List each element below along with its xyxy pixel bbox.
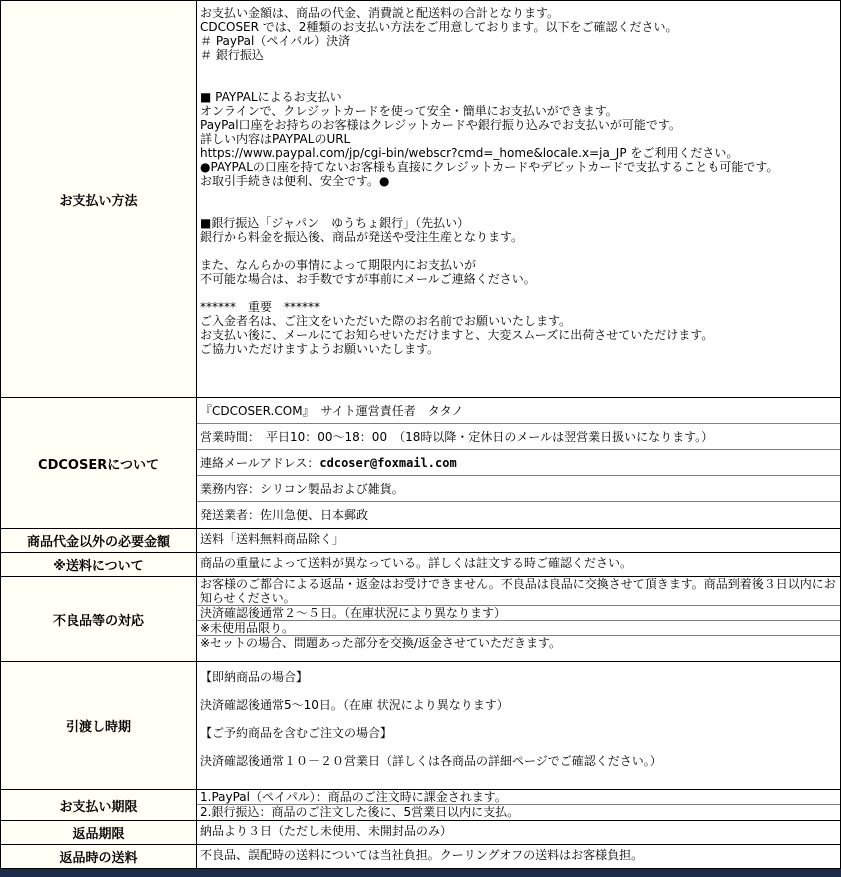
row-label-defects [1, 577, 197, 661]
text-line [197, 76, 840, 90]
text-line [197, 188, 840, 202]
defects-content [197, 577, 840, 661]
text-line [197, 286, 840, 300]
text-line: また、なんらかの事情によって期限内にお支払いが [200, 258, 477, 272]
row-label-text: 商品代金以外の必要金額 [26, 535, 170, 550]
subrow-text: ※セットの場合、問題あった部分を交換/返金させていただきます。 [200, 636, 562, 650]
text-line: 決済確認後通常5～10日。（在庫 状況により異なります） [200, 698, 509, 712]
row-label-text: 返品時の送料 [59, 851, 138, 866]
text-line: ご協力いただけますようお願いいたします。 [200, 342, 440, 356]
extra-fees-text: 送料「送料無料商品除く」 [200, 532, 345, 546]
text-line: お支払い金額は、商品の代金、消費説と配送料の合計となります。 [200, 6, 560, 20]
text-line: PayPal口座をお持ちのお客様はクレジットカードや銀行振り込みでお支払いが可能です。 [200, 118, 681, 132]
text-line: CDCOSER では、2種類のお支払い方法をご用意しております。以下をご確認ください。 [200, 20, 678, 34]
row-label-text: CDCOSERについて [38, 457, 159, 473]
subrow-text: 1.PayPal（ペイパル）：商品のご注文時に課金されます。 [197, 790, 840, 805]
text-line: ＃ PayPal（ペイパル）決済 [200, 34, 351, 48]
text-line: ●PAYPALの口座を持てないお客様も直接にクレジットカードやデビットカードで支払することも可能です。 [200, 160, 779, 174]
text-line: https://www.paypal.com/jp/cgi-bin/webscr?cmd=_home&locale.x=ja_JP をご利用ください。 [200, 146, 739, 160]
row-label-return-deadline [1, 821, 197, 844]
about-manager: 『CDCOSER.COM』 サイト運営責任者 タタノ [197, 398, 840, 424]
text-line [197, 202, 840, 216]
table-row-payment-deadline [1, 790, 840, 821]
text-line: オンラインで、クレジットカードを使って安全・簡単にお支払いができます。 [200, 104, 618, 118]
table-row-shipping-fee [1, 553, 840, 577]
about-contact [197, 450, 840, 476]
about-shipping-carriers: 発送業者：佐川急便、日本郵政 [200, 508, 369, 522]
text-line [197, 712, 840, 726]
subrow-text: お客様のご都合による返品・返金はお受けできません。不良品は良品に交換させて頂きます。商品到着後３日以内にお知らせください。 [197, 577, 840, 606]
subrow-text: 決済確認後通常２～５日。（在庫状況により異なります） [197, 606, 840, 621]
table-row-extra-fees [1, 529, 840, 553]
table-row-return-shipping [1, 845, 840, 869]
table-row-about [1, 398, 840, 529]
table-row-return-deadline [1, 821, 840, 845]
return-deadline-content [197, 821, 840, 844]
text-line: ****** 重要 ****** [200, 300, 321, 314]
text-line: 【ご予約商品を含むご注文の場合】 [200, 726, 393, 740]
text-line: ■ PAYPALによるお支払い [200, 90, 342, 104]
text-line: 銀行から料金を振込後、商品が発送や受注生産となります。 [200, 230, 524, 244]
subrow-text: ※未使用品限り。 [197, 621, 840, 636]
text-line [197, 740, 840, 754]
payment-deadline-content [197, 790, 840, 820]
text-line: ご入金者名は、ご注文をいただいた際のお名前でお願いいたします。 [200, 314, 572, 328]
text-line: ＃ 銀行振込 [200, 48, 264, 62]
row-label-payment-deadline [1, 790, 197, 820]
text-line: 詳しい内容はPAYPALのURL [200, 132, 351, 146]
text-line: 不可能な場合は、お手数ですが事前にメールご連絡ください。 [200, 272, 536, 286]
extra-fees-content [197, 529, 840, 552]
contact-label: 連絡メールアドレス： [200, 455, 320, 470]
text-line [197, 244, 840, 258]
text-line: お取引手続きは便利、安全です。● [200, 174, 390, 188]
row-label-text: 不良品等の対応 [52, 613, 144, 629]
text-line: 【即納商品の場合】 [200, 670, 309, 684]
table-row-payment-method [1, 1, 840, 398]
table-row-delivery-time [1, 662, 840, 790]
text-line: ■銀行振込「ジャパン ゆうちょ銀行」（先払い） [200, 216, 470, 230]
contact-email: cdcoser@foxmail.com [319, 455, 457, 470]
row-label-text: ※送料について [53, 559, 144, 574]
return-deadline-text: 納品より３日（ただし未使用、未開封品のみ） [200, 824, 453, 838]
row-label-shipping-fee [1, 553, 197, 576]
about-business: 業務内容：シリコン製品および雑貨。 [197, 476, 840, 502]
shipping-fee-text: 商品の重量によって送料が異なっている。詳しくは註文する時ご確認ください。 [200, 556, 633, 570]
row-label-extra-fees [1, 529, 197, 552]
text-line [197, 62, 840, 76]
text-line: 決済確認後通常１０－２０営業日（詳しくは各商品の詳細ページでご確認ください。） [200, 754, 662, 768]
subrow-text: 2.銀行振込：商品のご注文した後に、5営業日以内に支払。 [200, 805, 520, 819]
return-shipping-content [197, 845, 840, 868]
row-label-payment-method [1, 1, 197, 397]
row-label-text: 引渡し時期 [65, 720, 131, 735]
text-line [197, 684, 840, 698]
row-label-return-shipping [1, 845, 197, 868]
return-shipping-text: 不良品、誤配時の送料については当社負担。クーリングオフの送料はお客様負担。 [200, 848, 644, 862]
delivery-time-content [197, 662, 840, 789]
table-row-defects [1, 577, 840, 662]
shipping-fee-content [197, 553, 840, 576]
payment-method-content [197, 1, 840, 397]
row-label-text: お支払い方法 [59, 193, 138, 209]
row-label-text: お支払い期限 [59, 799, 138, 815]
about-content [197, 398, 840, 528]
row-label-delivery-time [1, 662, 197, 789]
row-label-about [1, 398, 197, 528]
text-line: お支払い後に、メールにてお知らせいただけますと、大変スムーズに出荷させていただけます。 [200, 328, 714, 342]
row-label-text: 返品期限 [72, 827, 125, 842]
bottom-bar [0, 869, 841, 877]
about-hours: 営業時間： 平日10：00～18：00 （18時以降・定休日のメールは翌営業日扱いになります。） [197, 424, 840, 450]
